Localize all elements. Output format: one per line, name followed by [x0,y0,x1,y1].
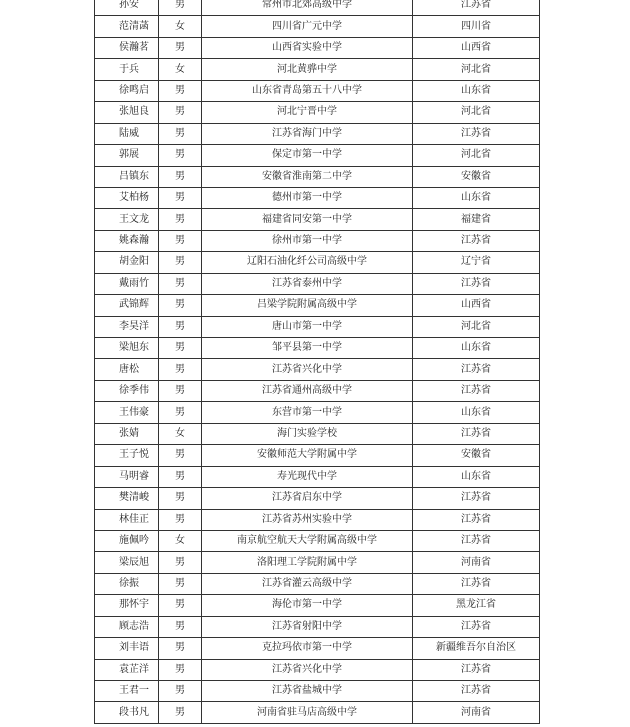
table-row [95,509,540,530]
gender-cell: 男 [159,616,202,637]
student-name-cell: 王君一 [95,681,159,702]
school-cell: 德州市第一中学 [202,187,413,208]
gender-cell: 男 [159,552,202,573]
school-cell: 江苏省泰州中学 [202,273,413,294]
table-row [95,0,540,16]
province-cell: 山西省 [413,295,540,316]
table-row [95,209,540,230]
student-name-cell: 张婧 [95,423,159,444]
student-name-cell: 郭展 [95,145,159,166]
province-cell: 河南省 [413,702,540,723]
province-cell: 河南省 [413,552,540,573]
table-row [95,273,540,294]
student-name-cell: 梁辰旭 [95,552,159,573]
school-cell: 河北黄骅中学 [202,59,413,80]
student-name-cell: 胡金阳 [95,252,159,273]
gender-cell: 男 [159,445,202,466]
school-cell: 东营市第一中学 [202,402,413,423]
province-cell: 安徽省 [413,166,540,187]
school-cell: 江苏省兴化中学 [202,359,413,380]
school-cell: 海门实验学校 [202,423,413,444]
school-cell: 克拉玛依市第一中学 [202,638,413,659]
student-name-cell: 艾柏杨 [95,187,159,208]
student-name-cell: 武锦辉 [95,295,159,316]
province-cell: 江苏省 [413,509,540,530]
province-cell: 江苏省 [413,0,540,16]
student-name-cell: 姚森瀚 [95,230,159,251]
student-name-cell: 樊清峻 [95,488,159,509]
province-cell: 江苏省 [413,616,540,637]
gender-cell: 男 [159,466,202,487]
table-row [95,338,540,359]
province-cell: 江苏省 [413,273,540,294]
roster-body [95,0,540,723]
school-cell: 江苏省启东中学 [202,488,413,509]
province-cell: 江苏省 [413,659,540,680]
gender-cell: 男 [159,681,202,702]
school-cell: 安徽省淮南第二中学 [202,166,413,187]
province-cell: 山东省 [413,338,540,359]
province-cell: 江苏省 [413,488,540,509]
school-cell: 福建省同安第一中学 [202,209,413,230]
gender-cell: 男 [159,273,202,294]
province-cell: 黑龙江省 [413,595,540,616]
table-row [95,359,540,380]
student-name-cell: 王子悦 [95,445,159,466]
gender-cell: 男 [159,145,202,166]
student-name-cell: 孙安 [95,0,159,16]
province-cell: 山东省 [413,402,540,423]
student-name-cell: 段书凡 [95,702,159,723]
gender-cell: 男 [159,166,202,187]
gender-cell: 男 [159,0,202,16]
gender-cell: 男 [159,509,202,530]
school-cell: 洛阳理工学院附属中学 [202,552,413,573]
province-cell: 山东省 [413,187,540,208]
table-row [95,659,540,680]
table-row [95,295,540,316]
table-row [95,445,540,466]
province-cell: 江苏省 [413,423,540,444]
province-cell: 河北省 [413,316,540,337]
student-name-cell: 刘丰语 [95,638,159,659]
school-cell: 河北宁晋中学 [202,102,413,123]
province-cell: 河北省 [413,145,540,166]
gender-cell: 男 [159,295,202,316]
student-name-cell: 那怀宇 [95,595,159,616]
gender-cell: 男 [159,338,202,359]
province-cell: 新疆维吾尔自治区 [413,638,540,659]
gender-cell: 男 [159,359,202,380]
student-name-cell: 张旭良 [95,102,159,123]
province-cell: 山东省 [413,466,540,487]
school-cell: 江苏省射阳中学 [202,616,413,637]
student-name-cell: 戴雨竹 [95,273,159,294]
student-roster-table [94,0,540,724]
school-cell: 江苏省盐城中学 [202,681,413,702]
province-cell: 四川省 [413,16,540,37]
province-cell: 江苏省 [413,380,540,401]
table-row [95,530,540,551]
table-row [95,702,540,723]
table-row [95,638,540,659]
table-row [95,488,540,509]
school-cell: 邹平县第一中学 [202,338,413,359]
province-cell: 山西省 [413,37,540,58]
student-name-cell: 徐季伟 [95,380,159,401]
gender-cell: 女 [159,59,202,80]
table-row [95,37,540,58]
school-cell: 南京航空航天大学附属高级中学 [202,530,413,551]
gender-cell: 男 [159,209,202,230]
table-row [95,316,540,337]
table-row [95,187,540,208]
school-cell: 江苏省通州高级中学 [202,380,413,401]
table-row [95,252,540,273]
gender-cell: 女 [159,530,202,551]
student-name-cell: 于兵 [95,59,159,80]
province-cell: 江苏省 [413,123,540,144]
school-cell: 常州市北郊高级中学 [202,0,413,16]
gender-cell: 男 [159,230,202,251]
student-name-cell: 吕镇东 [95,166,159,187]
student-name-cell: 徐鸣启 [95,80,159,101]
school-cell: 安徽师范大学附属中学 [202,445,413,466]
gender-cell: 男 [159,123,202,144]
gender-cell: 男 [159,638,202,659]
student-name-cell: 梁旭东 [95,338,159,359]
gender-cell: 男 [159,37,202,58]
student-name-cell: 顾志浩 [95,616,159,637]
gender-cell: 男 [159,573,202,594]
gender-cell: 男 [159,702,202,723]
school-cell: 寿光现代中学 [202,466,413,487]
student-name-cell: 唐松 [95,359,159,380]
table-row [95,380,540,401]
school-cell: 河南省驻马店高级中学 [202,702,413,723]
gender-cell: 男 [159,488,202,509]
school-cell: 江苏省兴化中学 [202,659,413,680]
student-name-cell: 徐振 [95,573,159,594]
student-name-cell: 马明睿 [95,466,159,487]
province-cell: 江苏省 [413,530,540,551]
school-cell: 江苏省灌云高级中学 [202,573,413,594]
gender-cell: 女 [159,423,202,444]
province-cell: 江苏省 [413,359,540,380]
school-cell: 江苏省苏州实验中学 [202,509,413,530]
gender-cell: 男 [159,252,202,273]
student-name-cell: 王文龙 [95,209,159,230]
province-cell: 山东省 [413,80,540,101]
province-cell: 河北省 [413,102,540,123]
student-name-cell: 侯瀚茗 [95,37,159,58]
school-cell: 山西省实验中学 [202,37,413,58]
school-cell: 辽阳石油化纤公司高级中学 [202,252,413,273]
school-cell: 海伦市第一中学 [202,595,413,616]
school-cell: 江苏省海门中学 [202,123,413,144]
province-cell: 江苏省 [413,230,540,251]
province-cell: 安徽省 [413,445,540,466]
table-row [95,102,540,123]
table-row [95,145,540,166]
gender-cell: 男 [159,595,202,616]
gender-cell: 男 [159,402,202,423]
table-row [95,166,540,187]
table-row [95,595,540,616]
table-row [95,681,540,702]
province-cell: 江苏省 [413,681,540,702]
table-row [95,616,540,637]
school-cell: 吕梁学院附属高级中学 [202,295,413,316]
gender-cell: 男 [159,187,202,208]
gender-cell: 男 [159,659,202,680]
table-row [95,59,540,80]
table-row [95,123,540,144]
gender-cell: 女 [159,16,202,37]
school-cell: 唐山市第一中学 [202,316,413,337]
province-cell: 福建省 [413,209,540,230]
student-name-cell: 林佳正 [95,509,159,530]
gender-cell: 男 [159,380,202,401]
school-cell: 徐州市第一中学 [202,230,413,251]
school-cell: 保定市第一中学 [202,145,413,166]
student-name-cell: 袁芷洋 [95,659,159,680]
table-row [95,423,540,444]
table-row [95,230,540,251]
gender-cell: 男 [159,102,202,123]
student-name-cell: 王伟豪 [95,402,159,423]
table-row [95,16,540,37]
table-row [95,80,540,101]
table-row [95,402,540,423]
gender-cell: 男 [159,316,202,337]
table-row [95,466,540,487]
student-name-cell: 李昊洋 [95,316,159,337]
school-cell: 四川省广元中学 [202,16,413,37]
student-name-cell: 陆威 [95,123,159,144]
student-name-cell: 施佩吟 [95,530,159,551]
table-row [95,552,540,573]
province-cell: 河北省 [413,59,540,80]
gender-cell: 男 [159,80,202,101]
student-name-cell: 范清菡 [95,16,159,37]
province-cell: 辽宁省 [413,252,540,273]
school-cell: 山东省青岛第五十八中学 [202,80,413,101]
table-row [95,573,540,594]
province-cell: 江苏省 [413,573,540,594]
